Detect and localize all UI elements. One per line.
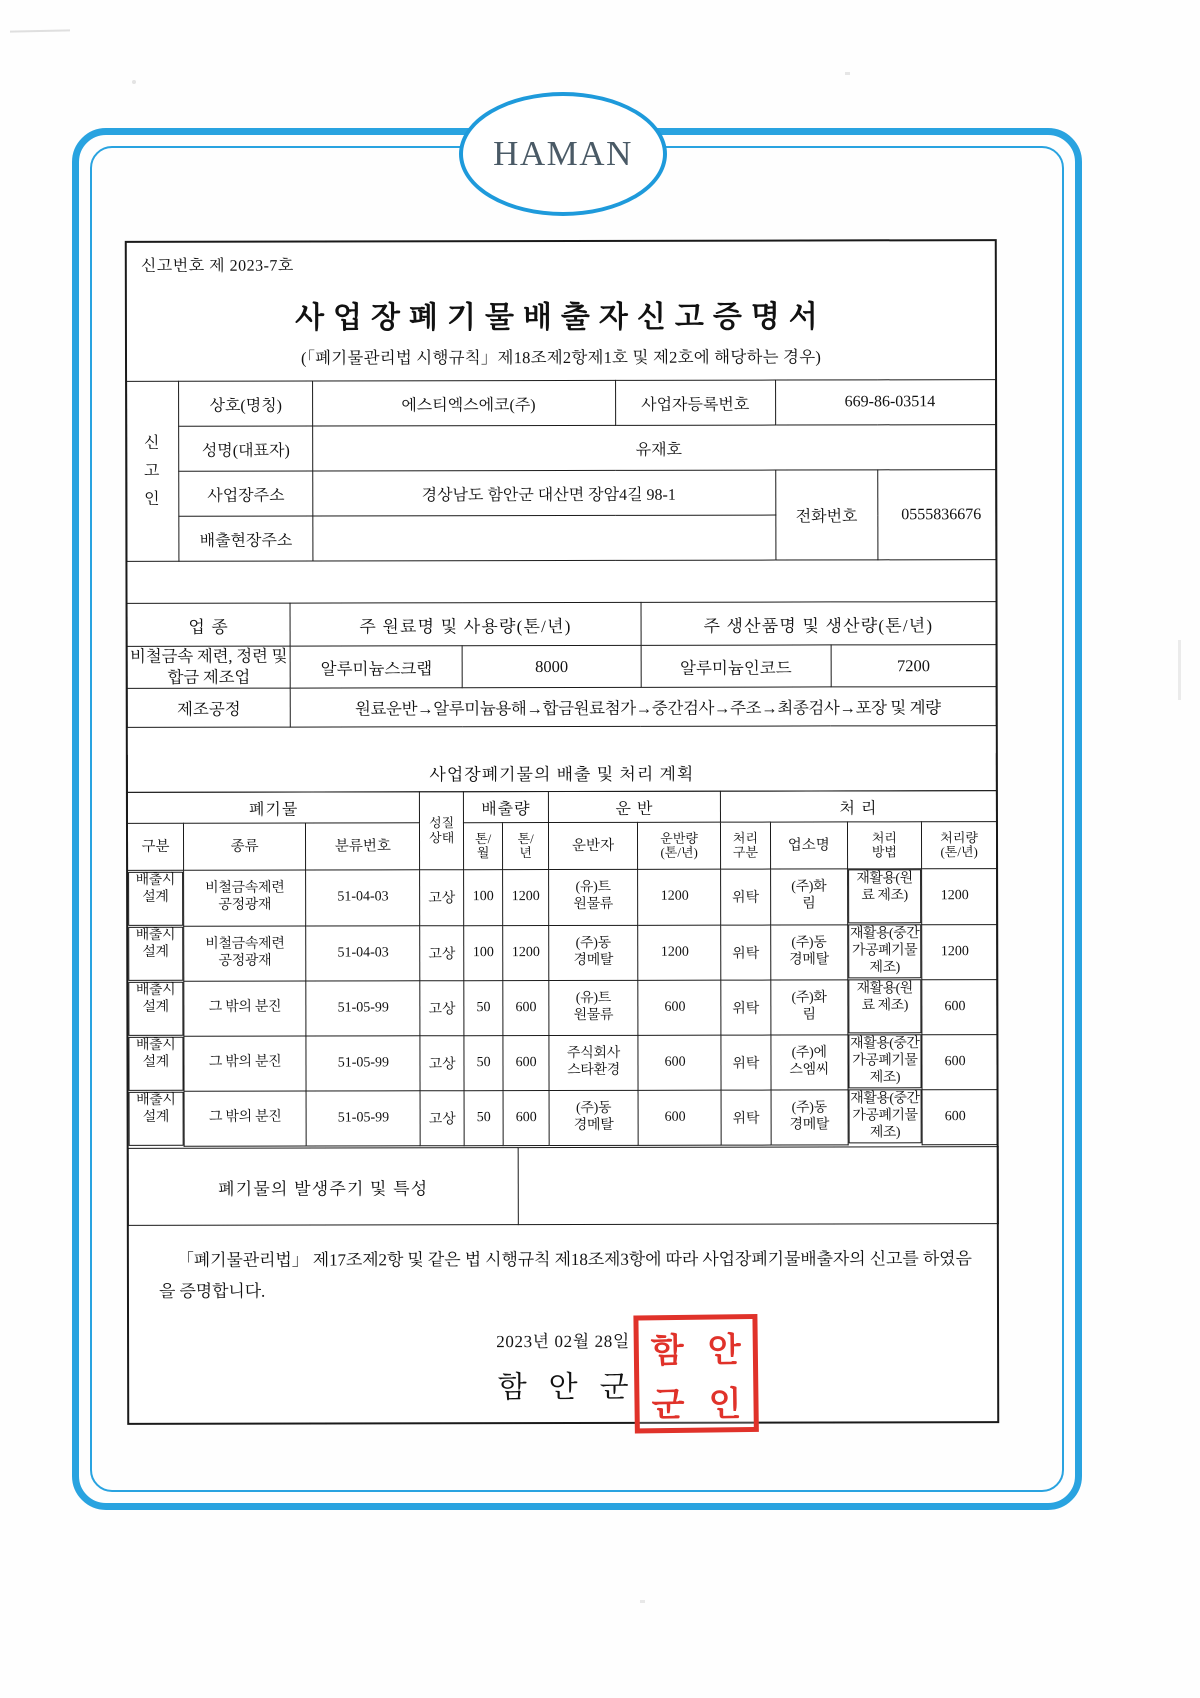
cell-division: 배출시 설계 (128, 872, 184, 926)
group-header-transport: 운 반 (548, 791, 720, 822)
col-header-state-top: 성질 (429, 815, 455, 831)
col-header-treat-division-top: 처리 (732, 830, 759, 846)
cell-division: 배출시 설계 (128, 1037, 184, 1091)
col-header-carry-amount-top: 운반량 (660, 830, 698, 846)
page-subtitle: (「폐기물관리법 시행규칙」제18조제2항제1호 및 제2호에 해당하는 경우) (300, 347, 822, 368)
col-header-treat-amount-top: 처리량 (940, 829, 978, 845)
col-header-method-bottom: 방법 (871, 844, 897, 860)
scan-artifact (845, 72, 850, 75)
table-row (128, 1089, 997, 1146)
page-title: 사업장폐기물배출자신고증명서 (295, 300, 827, 335)
cell-treat-amount: 1200 (922, 924, 997, 979)
col-header-state-bottom: 상태 (429, 829, 455, 845)
col-header-carry-amount (638, 822, 721, 869)
site-address-value (313, 515, 776, 561)
cell-treat-division: 위탁 (721, 1090, 771, 1145)
cell-method: 재활용(중간 가공폐기물 제조) (848, 924, 922, 978)
cell-class-no: 51-04-03 (306, 925, 420, 980)
logo-text: HAMAN (493, 134, 633, 173)
cell-kind: 비철금속제련 공정광재 (184, 870, 306, 926)
declarant-section-label: 신 고 인 (127, 381, 179, 561)
cell-treat-division: 위탁 (721, 925, 771, 980)
col-header-treat-division (721, 822, 771, 869)
plan-section-title: 사업장폐기물의 배출 및 처리 계획 (127, 753, 997, 793)
col-header-ton-month-top: 톤/ (475, 830, 492, 846)
cell-carrier: (유)트 원물류 (549, 869, 638, 925)
cell-treat-division: 위탁 (721, 980, 771, 1035)
col-header-method (847, 822, 922, 869)
seal-char-2: 안 (707, 1329, 742, 1371)
cell-ton-month: 50 (464, 980, 504, 1035)
cell-class-no: 51-05-99 (306, 980, 420, 1035)
cell-method: 재활용(중간 가공폐기물 제조) (848, 1089, 922, 1143)
bizno-label: 사업자등록번호 (615, 380, 775, 425)
cell-carry-amount: 600 (638, 1035, 721, 1090)
tel-value: 0555836676 (878, 470, 996, 560)
seal-char-3: 군 (651, 1384, 685, 1425)
cell-kind: 비철금속제련 공정광재 (184, 926, 306, 981)
cell-carry-amount: 600 (638, 1090, 721, 1145)
industry-type-header: 업 종 (127, 603, 290, 646)
cell-division: 배출시 설계 (128, 1092, 184, 1146)
cell-carrier: (주)동 경메탈 (549, 1090, 638, 1145)
product-header: 주 생산품명 및 생산량(톤/년) (641, 602, 997, 646)
seal-char-4: 인 (708, 1383, 742, 1425)
cell-kind: 그 밖의 분진 (184, 1036, 306, 1091)
col-header-method-top: 처리 (871, 830, 897, 846)
scan-artifact (10, 29, 70, 32)
company-label: 상호(명칭) (179, 381, 313, 426)
cell-ton-year: 1200 (503, 870, 549, 926)
cell-division: 배출시 설계 (128, 927, 184, 981)
address-label: 사업장주소 (179, 471, 313, 516)
group-header-waste: 폐기물 (127, 792, 419, 824)
product-name-value: 알루미늄인코드 (641, 645, 831, 688)
cell-kind: 그 밖의 분진 (184, 1091, 306, 1146)
cell-ton-month: 50 (464, 1090, 504, 1145)
cell-carrier: 주식회사 스타환경 (549, 1035, 638, 1090)
cell-ton-month: 100 (464, 925, 504, 980)
cell-carrier: (유)트 원물류 (549, 980, 638, 1035)
col-header-division: 구분 (127, 823, 183, 870)
table-row (128, 1147, 998, 1226)
table-header-row (127, 822, 996, 871)
cell-treat-amount: 600 (922, 1089, 997, 1144)
cell-carrier: (주)동 경메탈 (549, 925, 638, 980)
col-header-ton-month (463, 823, 502, 870)
col-header-ton-year (503, 823, 549, 870)
cell-ton-month: 100 (464, 870, 504, 926)
cell-treat-amount: 600 (922, 1034, 997, 1089)
cell-carry-amount: 1200 (638, 869, 721, 925)
haman-logo (459, 92, 667, 216)
representative-label: 성명(대표자) (179, 426, 313, 471)
waste-plan-table (127, 790, 998, 1146)
waste-table-body (128, 869, 998, 1146)
cell-method: 재활용(중간 가공폐기물 제조) (848, 1034, 922, 1088)
cell-treat-amount: 1200 (922, 869, 997, 925)
cell-state: 고상 (420, 1035, 464, 1090)
scan-artifact (640, 1600, 645, 1603)
cell-method: 재활용(원 료 제조) (848, 869, 922, 923)
cell-class-no: 51-05-99 (306, 1035, 420, 1090)
group-header-discharge: 배출량 (463, 792, 548, 823)
table-row (128, 924, 997, 981)
cell-carry-amount: 1200 (638, 925, 721, 980)
cell-treat-amount: 600 (922, 979, 997, 1034)
table-row (127, 470, 996, 517)
cell-kind: 그 밖의 분진 (184, 981, 306, 1036)
industry-type-value: 비철금속 제련, 정련 및 합금 제조업 (127, 646, 290, 689)
cell-treat-division: 위탁 (721, 869, 771, 925)
cell-carry-amount: 600 (638, 980, 721, 1035)
col-header-treat-amount-bottom: (톤/년) (940, 844, 978, 860)
process-value: 원료운반→알루미늄용해→합금원료첨가→중간검사→주조→최종검사→포장 및 계량 (290, 687, 996, 727)
cell-facility: (주)화 림 (771, 979, 848, 1034)
representative-value: 유재호 (313, 425, 996, 471)
cell-treat-division: 위탁 (721, 1035, 771, 1090)
col-header-ton-year-bottom: 년 (519, 845, 532, 861)
cell-ton-month: 50 (464, 1035, 504, 1090)
table-header-group-row (127, 791, 996, 824)
table-row (127, 645, 996, 689)
cell-ton-year: 600 (503, 980, 549, 1035)
col-header-treat-amount (922, 822, 997, 869)
material-header: 주 원료명 및 사용량(톤/년) (290, 602, 640, 646)
material-amount-value: 8000 (462, 645, 640, 688)
company-value: 에스티엑스에코(주) (313, 380, 615, 426)
material-name-value: 알루미늄스크랩 (290, 646, 462, 689)
scan-artifact (132, 80, 136, 84)
cell-facility: (주)동 경메탈 (771, 1089, 848, 1144)
industry-table (127, 601, 997, 728)
cell-method: 재활용(원 료 제조) (848, 979, 922, 1033)
tel-label: 전화번호 (775, 470, 877, 560)
table-row (127, 425, 996, 472)
col-header-carrier: 운반자 (548, 822, 637, 869)
cell-facility: (주)화 림 (770, 869, 847, 925)
process-label: 제조공정 (127, 688, 290, 727)
table-row (128, 1034, 997, 1091)
official-seal (633, 1314, 758, 1434)
issuing-authority: 함안군 (497, 1370, 651, 1405)
col-header-carry-amount-bottom: (톤/년) (660, 844, 698, 860)
cell-class-no: 51-04-03 (306, 870, 420, 926)
col-header-treat-division-bottom: 구분 (732, 844, 759, 860)
address-value: 경상남도 함안군 대산면 장암4길 98-1 (313, 470, 776, 516)
cell-facility: (주)동 경메탈 (771, 924, 848, 979)
group-header-treatment: 처 리 (720, 791, 996, 823)
table-row (128, 979, 997, 1036)
declarant-table (126, 379, 996, 562)
characteristics-value (518, 1147, 998, 1225)
col-header-ton-year-top: 톤/ (517, 830, 534, 846)
col-header-state (420, 792, 464, 870)
col-header-facility: 업소명 (770, 822, 847, 869)
bizno-value: 669-86-03514 (775, 380, 995, 425)
col-header-class-no: 분류번호 (306, 823, 420, 870)
seal-char-1: 함 (650, 1330, 685, 1371)
cell-ton-year: 1200 (503, 925, 549, 980)
table-row (127, 380, 996, 427)
cell-state: 고상 (420, 870, 464, 926)
table-row (127, 687, 996, 728)
product-amount-value: 7200 (831, 645, 996, 688)
cell-ton-year: 600 (503, 1090, 549, 1145)
cell-facility: (주)에 스엠씨 (771, 1034, 848, 1089)
characteristics-table (128, 1146, 999, 1226)
col-header-ton-month-bottom: 월 (476, 845, 490, 861)
certification-statement: 「폐기물관리법」 제17조제2항 및 같은 법 시행규칙 제18조제3항에 따라 사업장폐기물배출자의 신고를 하였음을 증명합니다. (158, 1249, 972, 1302)
issue-date: 2023년 02월 28일 (496, 1331, 630, 1352)
site-address-label: 배출현장주소 (179, 516, 313, 561)
table-row (128, 869, 997, 926)
document-number: 신고번호 제 2023-7호 (140, 257, 294, 275)
cell-division: 배출시 설계 (128, 982, 184, 1036)
col-header-kind: 종류 (183, 823, 305, 870)
cell-state: 고상 (420, 980, 464, 1035)
scan-artifact (1178, 640, 1181, 700)
cell-state: 고상 (420, 1090, 464, 1145)
table-row (127, 602, 996, 647)
cell-class-no: 51-05-99 (306, 1090, 420, 1145)
cell-ton-year: 600 (503, 1035, 549, 1090)
cell-state: 고상 (420, 925, 464, 980)
characteristics-label: 폐기물의 발생주기 및 특성 (128, 1148, 518, 1226)
certificate-form (125, 239, 999, 1425)
